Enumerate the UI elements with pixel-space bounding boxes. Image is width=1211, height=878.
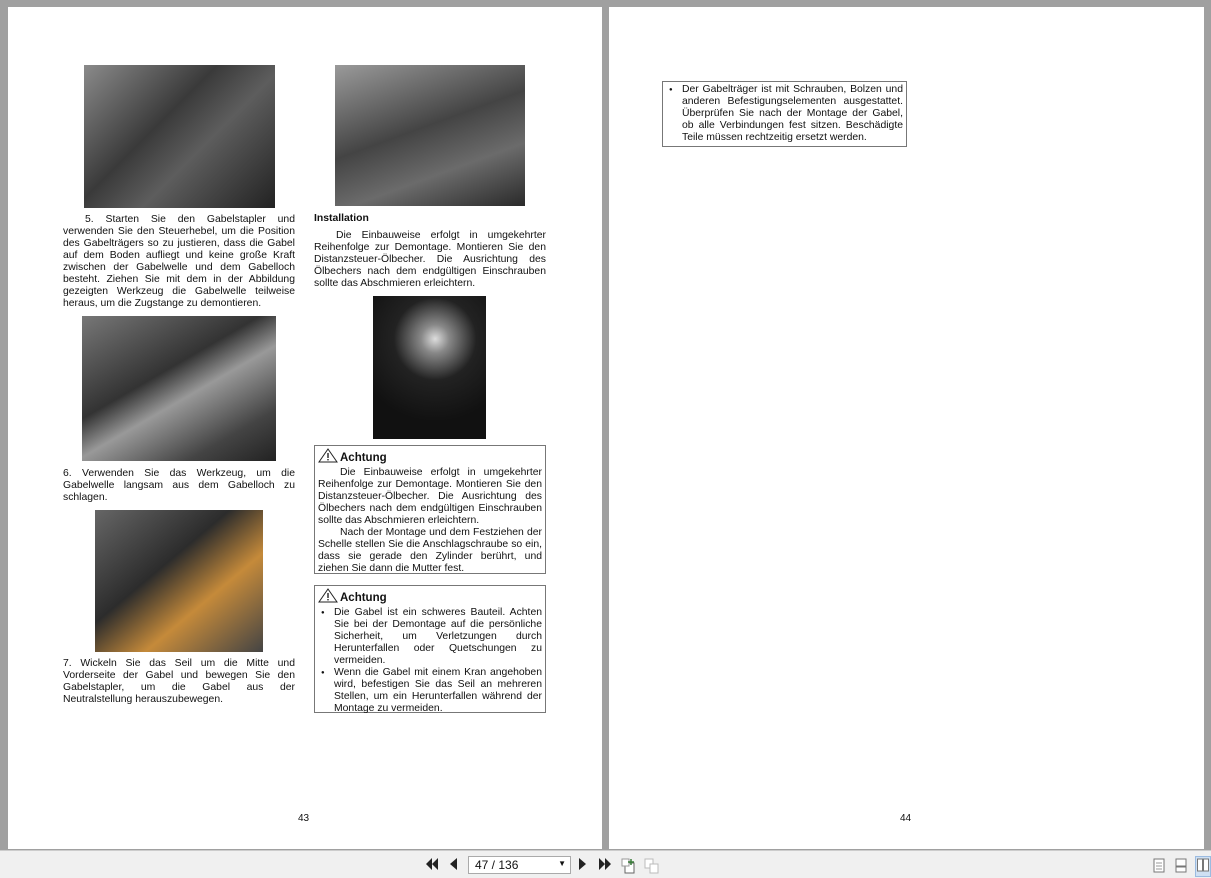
warning-box-1 (314, 445, 546, 574)
installation-text: Die Einbauweise erfolgt in umgekehrter Reihenfolge zur Demontage. Montieren Sie den Distanzsteuer-Ölbecher. Die Ausrichtung des Ölbechers nach dem endgültigen Einschrauben sollte das Abschmieren erleichtern. (314, 230, 546, 289)
copy-page-icon[interactable] (644, 858, 660, 877)
warning-title: Achtung (340, 451, 387, 464)
installation-heading: Installation (314, 213, 369, 224)
forklift-photo-3 (82, 316, 276, 461)
pdf-toolbar (0, 850, 1211, 878)
last-page-button[interactable] (599, 858, 612, 873)
continuous-view-icon[interactable] (1175, 858, 1187, 876)
next-page-button[interactable] (579, 858, 587, 873)
warning-box-2 (314, 585, 546, 713)
single-page-view-icon[interactable] (1153, 858, 1165, 876)
warning-item: ● Die Gabel ist ein schweres Bauteil. Achten Sie bei der Demontage auf die persönliche Sicherheit, um Verletzungen durch Herunterfallen oder Quetschungen zu vermeiden. (318, 607, 542, 667)
dropdown-arrow-icon[interactable]: ▼ (558, 859, 566, 868)
warning-title: Achtung (340, 591, 387, 604)
warning-paragraph: Die Einbauweise erfolgt in umgekehrter Reihenfolge zur Demontage. Montieren Sie den Distanzsteuer-Ölbecher. Die Ausrichtung des Ölbechers nach dem endgültigen Einschrauben sollte das Abschmieren erleichtern. (318, 467, 542, 526)
note-item: ● Der Gabelträger ist mit Schrauben, Bolzen und anderen Befestigungselementen ausgestattet. Überprüfen Sie nach der Montage der Gabel, ob alle Verbindungen fest sitzen. Beschädigte Teile müssen rechtzeitig ersetzt werden. (666, 84, 903, 144)
step-6-text: 6. Verwenden Sie das Werkzeug, um die Gabelwelle langsam aus dem Gabelloch zu schlagen. (63, 468, 295, 503)
forklift-photo-4 (95, 510, 263, 652)
step-5-text: 5. Starten Sie den Gabelstapler und verwenden Sie den Steuerhebel, um die Position des Gabelträgers so zu justieren, dass die Gabel auf dem Boden aufliegt und keine große Kraft zwischen der Gabelwelle und dem Gabelloch besteht. Ziehen Sie mit dem in der Abbildung gezeigten Werkzeug die Gabelwelle teilweise heraus, um die Zugstange zu demontieren. (63, 214, 295, 309)
oil-cup-photo (373, 296, 486, 439)
note-box (662, 81, 907, 147)
forklift-photo-1 (84, 65, 275, 208)
page-number: 44 (900, 813, 912, 824)
warning-triangle-icon (318, 448, 338, 467)
forklift-photo-2 (335, 65, 525, 206)
page-number: 43 (298, 813, 310, 824)
two-page-view-icon[interactable] (1195, 856, 1211, 877)
page-43 (8, 7, 602, 849)
extract-page-icon[interactable] (621, 858, 637, 877)
first-page-button[interactable] (426, 858, 439, 873)
page-44 (609, 7, 1204, 849)
page-display: 47 / 136 (475, 858, 519, 872)
warning-triangle-icon (318, 588, 338, 607)
step-7-text: 7. Wickeln Sie das Seil um die Mitte und Vorderseite der Gabel und bewegen Sie den Gabelstapler, um die Gabel aus der Neutralstellung herauszubewegen. (63, 658, 295, 705)
warning-item: ● Wenn die Gabel mit einem Kran angehoben wird, befestigen Sie das Seil an mehreren Stellen, um ein Herunterfallen während der Montage zu vermeiden. (318, 667, 542, 715)
warning-paragraph: Nach der Montage und dem Festziehen der Schelle stellen Sie die Anschlagschraube so ein, dass sie gerade den Zylinder berührt, und ziehen Sie dann die Mutter fest. (318, 527, 542, 574)
previous-page-button[interactable] (450, 858, 458, 873)
page-number-input[interactable] (468, 856, 571, 874)
